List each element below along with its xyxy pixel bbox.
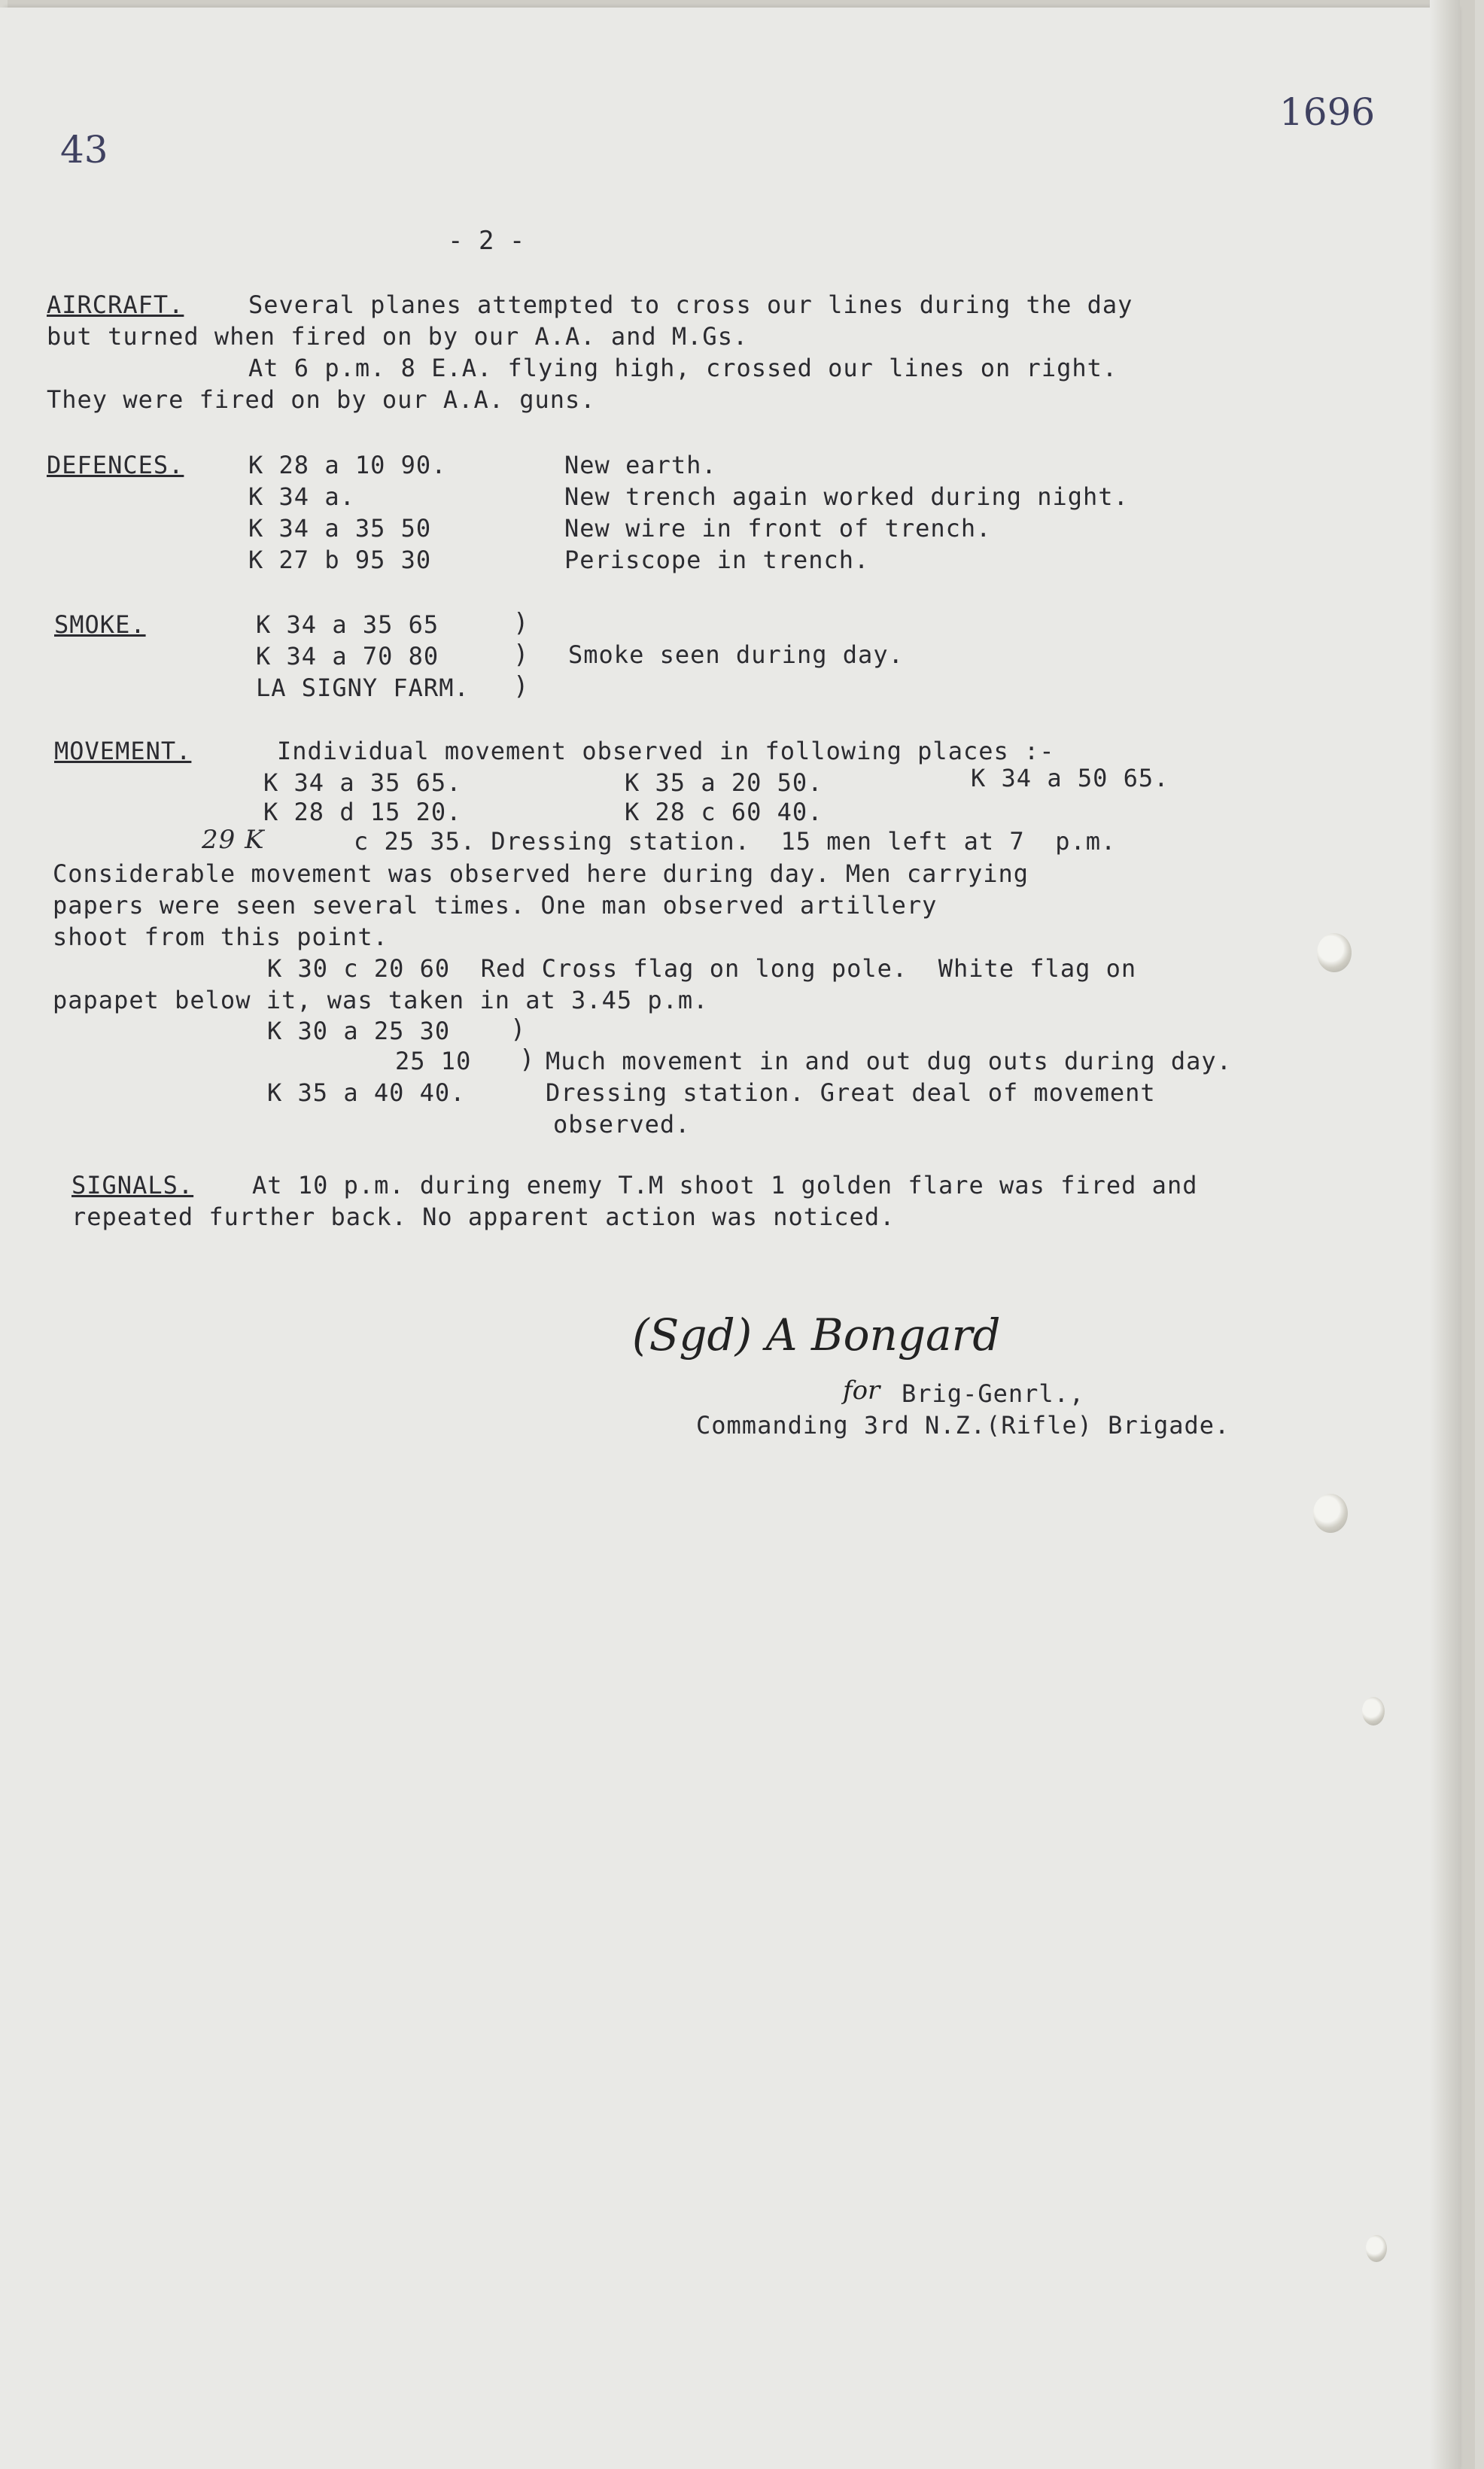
defences-note-3: New wire in front of trench. <box>564 514 992 543</box>
smoke-ref-3: LA SIGNY FARM. <box>256 674 470 702</box>
movement-dugout-ref-1: K 30 a 25 30 <box>267 1017 451 1045</box>
punch-hole <box>1362 1697 1385 1726</box>
archive-number-left: 43 <box>60 128 108 172</box>
defences-ref-4: K 27 b 95 30 <box>248 546 432 574</box>
movement-dugout-ref-2: 25 10 <box>395 1047 472 1075</box>
defences-heading: DEFENCES. <box>47 451 184 479</box>
movement-place-5: K 28 c 60 40. <box>625 798 823 826</box>
dugout-brace-2: ) <box>519 1044 535 1075</box>
defences-note-2: New trench again worked during night. <box>564 482 1129 511</box>
movement-intro: Individual movement observed in following places :- <box>277 737 1055 765</box>
movement-place-3: K 34 a 50 65. <box>971 764 1169 792</box>
signals-line-1: At 10 p.m. during enemy T.M shoot 1 golden flare was fired and <box>252 1171 1198 1200</box>
aircraft-line-1: Several planes attempted to cross our lines during the day <box>248 290 1133 319</box>
punch-hole <box>1317 933 1352 972</box>
defences-note-4: Periscope in trench. <box>564 546 870 574</box>
signature-unit: Commanding 3rd N.Z.(Rifle) Brigade. <box>696 1411 1230 1440</box>
movement-para-3: shoot from this point. <box>53 923 388 951</box>
smoke-heading: SMOKE. <box>54 610 146 639</box>
movement-para-2: papers were seen several times. One man observed artillery <box>53 891 938 920</box>
smoke-ref-2: K 34 a 70 80 <box>256 642 439 670</box>
defences-ref-2: K 34 a. <box>248 482 355 511</box>
movement-place-2: K 35 a 20 50. <box>625 768 823 797</box>
archive-number-right: 1696 <box>1279 90 1376 134</box>
handwritten-signature: (Sgd) A Bongard <box>632 1309 1001 1361</box>
signals-line-2: repeated further back. No apparent action was noticed. <box>71 1203 896 1231</box>
punch-hole <box>1313 1494 1348 1533</box>
aircraft-line-4: They were fired on by our A.A. guns. <box>47 385 596 414</box>
movement-para-1: Considerable movement was observed here during day. Men carrying <box>53 859 1029 888</box>
movement-flag-line-2: papapet below it, was taken in at 3.45 p.m. <box>53 986 709 1014</box>
document-page <box>0 8 1454 2469</box>
movement-handwritten-ref: 29 K <box>202 825 265 855</box>
signals-heading: SIGNALS. <box>71 1171 194 1200</box>
signature-title: Brig-Genrl., <box>902 1379 1085 1408</box>
movement-place-4: K 28 d 15 20. <box>263 798 462 826</box>
defences-ref-3: K 34 a 35 50 <box>248 514 432 543</box>
smoke-brace-2: ) <box>513 640 529 670</box>
defences-note-1: New earth. <box>564 451 717 479</box>
movement-flag-line: K 30 c 20 60 Red Cross flag on long pole. White flag on <box>267 954 1137 983</box>
movement-dress2-ref: K 35 a 40 40. <box>267 1078 466 1107</box>
punch-hole <box>1366 2235 1387 2262</box>
movement-place-1: K 34 a 35 65. <box>263 768 462 797</box>
aircraft-line-2: but turned when fired on by our A.A. and M.Gs. <box>47 322 749 351</box>
smoke-brace-3: ) <box>513 671 529 701</box>
smoke-note: Smoke seen during day. <box>568 640 904 669</box>
signature-for: for <box>843 1376 880 1406</box>
smoke-brace-1: ) <box>513 608 529 638</box>
aircraft-heading: AIRCRAFT. <box>47 290 184 319</box>
movement-dugout-note: Much movement in and out dug outs during day. <box>546 1047 1232 1075</box>
aircraft-line-3: At 6 p.m. 8 E.A. flying high, crossed our lines on right. <box>248 354 1118 382</box>
movement-heading: MOVEMENT. <box>54 737 192 765</box>
page-number: - 2 - <box>448 226 525 256</box>
defences-ref-1: K 28 a 10 90. <box>248 451 447 479</box>
movement-dress2-note: Dressing station. Great deal of movement <box>546 1078 1156 1107</box>
movement-dressing-line: c 25 35. Dressing station. 15 men left at 7 p.m. <box>354 827 1117 856</box>
smoke-ref-1: K 34 a 35 65 <box>256 610 439 639</box>
dugout-brace-1: ) <box>510 1014 526 1044</box>
page-edge-shadow <box>1430 0 1460 2469</box>
movement-dress2-note-2: observed. <box>553 1110 691 1139</box>
